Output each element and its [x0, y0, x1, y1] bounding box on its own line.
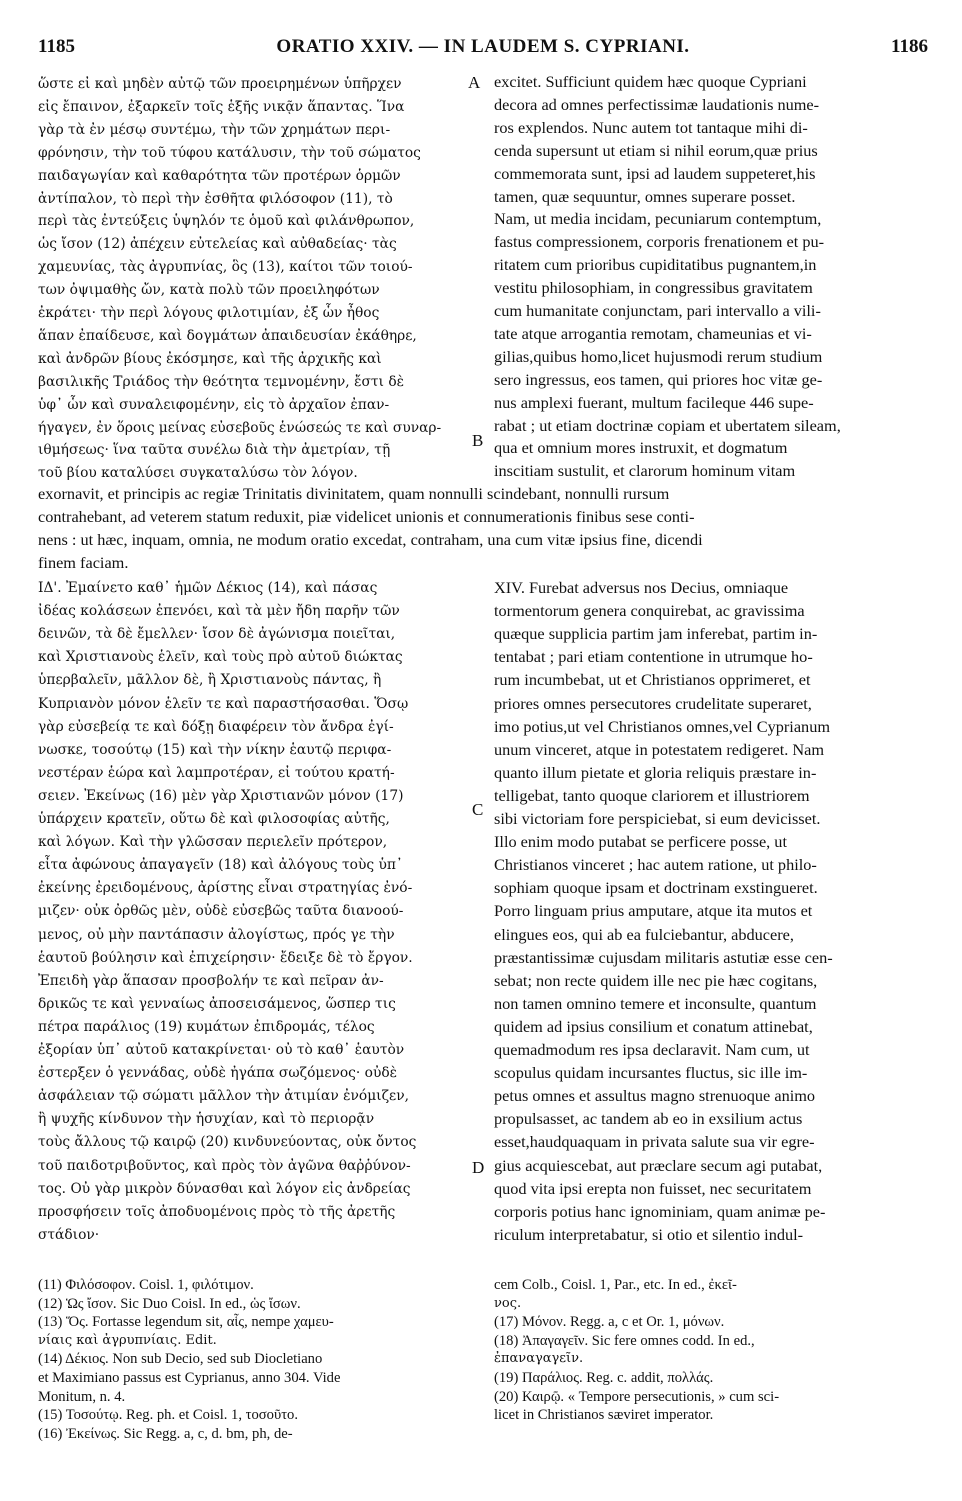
latin-text-line: nus amplexi fuerant, multum facileque 446 supe-	[494, 392, 814, 412]
latin-text-line: tamen, quæ sequuntur, omnes superare posset.	[494, 186, 796, 206]
footnote-line: νος.	[494, 1295, 522, 1311]
latin-text-line: imo potius,ut vel Christianos omnes,vel Cyprianum	[494, 716, 831, 736]
latin-text-line: sero ingressus, eos tamen, qui priores hoc vitæ ge-	[494, 369, 823, 389]
latin-text-line: exornavit, et principis ac regiæ Trinitatis divinitatem, quam nonnulli scindebant, nonnulli rursum	[38, 484, 670, 503]
latin-text-line: rum incumbebat, ut et Christianos opprimeret, et	[494, 670, 811, 690]
margin-letter-b: B	[472, 431, 484, 450]
latin-text-line: præstantissimæ cujusdam militaris astutiæ esse cen-	[494, 947, 833, 967]
latin-text-line: non tamen omnino temere et inconsulte, quantum	[494, 993, 817, 1013]
latin-text-line: esset,haudquaquam in privata salute sua vir egre-	[494, 1132, 815, 1152]
greek-text-line: ἐκείνης ἐρειδομένους, ἀρίστης εἶναι στρατηγίας ἐνό-	[38, 880, 413, 897]
latin-text-line: Christianos vinceret ; hac autem ratione, ut philo-	[494, 855, 817, 875]
latin-text-line: finem faciam.	[38, 553, 129, 572]
greek-text-line: παιδαγωγίαν καὶ καθαρότητα τῶν προτέρων ὁρμῶν	[38, 167, 401, 184]
page-number-right: 1186	[891, 36, 928, 57]
greek-text-line: ἀσφάλειαν τῷ σώματι μᾶλλον τὴν ἀτιμίαν ἐνόμιζεν,	[38, 1088, 409, 1105]
margin-letter-a: A	[468, 73, 481, 92]
greek-text-line: νωσκε, τοσούτῳ (15) καὶ τὴν νίκην ἑαυτῷ περιφα-	[38, 741, 392, 758]
greek-text-line: γὰρ εὐσεβείᾳ τε καὶ δόξῃ διαφέρειν τὸν ἄνδρα ἐγί-	[38, 718, 394, 735]
greek-text-line: ἐκράτει· τὴν περὶ λόγους φιλοτιμίαν, ἐξ ὧν ἦθος	[38, 305, 380, 321]
greek-text-line: βασιλικῆς Τριάδος τὴν θεότητα τεμνομένην, ἔστι δὲ	[38, 373, 405, 390]
footnote-line: licet in Christianos sæviret imperator.	[494, 1407, 714, 1424]
greek-text-line: ἑαυτοῦ βούλησιν καὶ ἐπιχείρησιν· ἔδειξε δὲ τὸ ἔργον.	[38, 949, 413, 966]
latin-text-line: nens : ut hæc, inquam, omnia, ne modum oratio excedat, contraham, una cum vitæ ipsius fine, dicendi	[38, 530, 703, 549]
latin-text-line: tentabat ; pari etiam contentione in utrumque ho-	[494, 647, 813, 667]
greek-text-line: εἰς ἔπαινον, ἐξαρκεῖν τοῖς ἑξῆς νικᾷν ἅπαντας. Ἵνα	[38, 98, 405, 115]
greek-text-line: ήγαγεν, ἐν ὅροις μείνας εὐσεβοῦς ἑνώσεώς τε καὶ συναρ-	[38, 419, 442, 436]
greek-text-line: ὑπάρχειν κρατεῖν, οὕτω δὲ καὶ φιλοσοφίας αὐτῆς,	[38, 811, 390, 827]
latin-text-line: cenda supersunt ut etiam si nihil eorum,quæ prius	[494, 140, 818, 160]
greek-text-line: μιζεν· οὐκ ὀρθῶς μὲν, οὐδὲ εὐσεβῶς ταῦτα διανοού-	[38, 903, 404, 920]
latin-text-line: inscitiam sustulit, et clarorum hominum vitam	[494, 461, 796, 481]
greek-text-line: σειεν. Ἐκείνως (16) μὲν γὰρ Χριστιανῶν μόνον (17)	[38, 787, 404, 804]
latin-text-line: rabat ; ut etiam doctrinæ copiam et ubertatem sileam,	[494, 415, 841, 435]
greek-text-line: νεστέραν ἑώρα καὶ λαμπροτέραν, εἰ τούτου κρατή-	[38, 764, 395, 781]
greek-text-line: δεινῶν, τὰ δὲ ἔμελλεν· ἴσον δὲ ἀγώνισμα ποιεῖται,	[38, 626, 396, 643]
footnote-line: (17) Μόνον. Regg. a, c et Or. 1, μόνων.	[494, 1314, 725, 1331]
latin-text-line: ros explendos. Nunc autem tot tantaque mihi di-	[494, 117, 808, 137]
latin-text-line: fastus compressionem, corporis frenationem et pu-	[494, 232, 825, 252]
latin-text-line: petus omnes et assultus magno strenuoque animo	[494, 1086, 816, 1106]
latin-text-line: Illo enim modo putabat se perficere posse, ut	[494, 832, 787, 852]
greek-text-line: ὑπερβαλεῖν, μᾶλλον δὲ, ἢ Χριστιανοὺς πάντας, ἢ	[38, 672, 382, 689]
latin-text-line: cum humanitate conjunctam, pari intervallo a vili-	[494, 301, 821, 320]
latin-text-line: quidem ad ipsius consilium et conatum attinebat,	[494, 1016, 813, 1036]
greek-text-line: μενος, οὐ μὴν παντάπασιν ἀλογίστως, πρός γε τὴν	[38, 926, 395, 943]
latin-text-line: tormentorum genera conquirebat, ac gravissima	[494, 601, 805, 621]
footnote-line: cem Colb., Coisl. 1, Par., etc. In ed., ἐκεῖ-	[494, 1277, 737, 1293]
latin-text-line: sebat; non recte quidem ille nec pie hæc cogitans,	[494, 970, 818, 990]
latin-text-line: excitet. Sufficiunt quidem hæc quoque Cypriani	[494, 72, 807, 91]
greek-text-line: ΙΔ'. Ἐμαίνετο καθ᾽ ἡμῶν Δέκιος (14), καὶ πάσας	[38, 580, 378, 596]
latin-text-line: Porro linguam prius amputare, atque ita mutos et	[494, 901, 813, 921]
footnote-line: Monitum, n. 4.	[38, 1388, 126, 1405]
greek-text-line: ἐστερξεν ὁ γεννάδας, οὐδὲ ἠγάπα σωζόμενος· οὐδὲ	[38, 1065, 398, 1082]
greek-text-line: ἀντίπαλον, τὸ περὶ τὴν ἐσθῆτα φιλόσοφον (11), τὸ	[38, 190, 393, 207]
greek-text-line: καὶ Χριστιανοὺς ἑλεῖν, καὶ τοὺς πρὸ αὐτοῦ διώκτας	[38, 649, 403, 666]
latin-text-line: elingues eos, qui ab ea fulciebantur, abducere,	[494, 924, 794, 944]
latin-text-line: quanto illum pietate et gloria reliquis præstare in-	[494, 762, 817, 782]
greek-text-line: τοῦ βίου καταλύσει συγκαταλύσω τὸν λόγον.	[38, 465, 358, 482]
greek-text-line: καὶ λόγων. Καὶ τὴν γλῶσσαν περιελεῖν πρότερον,	[38, 834, 388, 851]
footnote-line: νίαις καὶ ἀγρυπνίαις. Edit.	[38, 1332, 217, 1348]
greek-text-line: γὰρ τὰ ἐν μέσῳ συντέμω, τὴν τῶν χρημάτων περι-	[38, 121, 391, 138]
latin-text-line: priores omnes persecutores crudelitate superaret,	[494, 693, 812, 713]
greek-text-line: των ὀψιμαθὴς ὤν, κατὰ πολὺ τῶν προειληφότων	[38, 282, 380, 299]
greek-text-line: ἢ ψυχῆς κίνδυνον τὴν ἡσυχίαν, καὶ τὸ περιορᾷν	[38, 1111, 375, 1128]
latin-text-line: sophiam quoque ipsam et doctrinam exstingueret.	[494, 878, 818, 898]
latin-text-line: quemadmodum res ipsa declaravit. Nam cum, ut	[494, 1040, 810, 1059]
latin-text-line: quod vita ipsi erepta non fuisset, nec securitatem	[494, 1178, 812, 1198]
greek-text-line: εἶτα ἀφώνους ἀπαγαγεῖν (18) καὶ ἀλόγους τοὺς ὑπ᾽	[38, 857, 403, 874]
latin-text-line: gilias,quibus homo,licet hujusmodi rerum studium	[494, 346, 823, 366]
latin-text-line: telligebat, tanto quoque clariorem et illustriorem	[494, 785, 810, 805]
latin-text-line: Nam, ut media incidam, pecuniarum contemptum,	[494, 209, 822, 229]
running-title: ORATIO XXIV. — IN LAUDEM S. CYPRIANI.	[276, 36, 690, 57]
latin-text-line: tate atque arrogantia remotam, chameunias et vi-	[494, 323, 812, 343]
footnote-line: (20) Καιρῷ. « Tempore persecutionis, » cum sci-	[494, 1388, 780, 1405]
footnote-line: (13) Ὅς. Fortasse legendum sit, αἷς, nempe χαμευ-	[38, 1314, 334, 1331]
greek-text-line: ἰδέας κολάσεων ἐπενόει, καὶ τὰ μὲν ἤδη παρῆν τῶν	[38, 603, 400, 620]
latin-text-line: vestitu philosophiam, in congressibus gravitatem	[494, 278, 813, 298]
greek-text-line: τοὺς ἄλλους τῷ καιρῷ (20) κινδυνεύοντας, οὐκ ὄντος	[38, 1134, 417, 1151]
footnote-line: (18) Ἀπαγαγεῖν. Sic fere omnes codd. In ed.,	[494, 1332, 755, 1349]
latin-text-line: decora ad omnes perfectissimæ laudationis nume-	[494, 94, 820, 114]
greek-text-line: πέτρα παράλιος (19) κυμάτων ἐπιδρομάς, τέλος	[38, 1018, 375, 1035]
greek-text-line: ὡς ἴσον (12) ἀπέχειν εὐτελείας καὶ αὐθαδείας· τὰς	[38, 236, 397, 253]
latin-text-line: quæque supplicia partim jam inferebat, partim in-	[494, 624, 818, 644]
latin-text-line: contrahebant, ad veterem statum reduxit, piæ videlicet unionis et connumerationis finibus sese conti-	[38, 507, 695, 526]
greek-text-line: ἅπαν ἐπαίδευσε, καὶ δογμάτων ἀπαιδευσίαν ἐκάθηρε,	[38, 327, 417, 344]
greek-text-line: τοῦ παιδοτριβοῦντος, καὶ πρὸς τὸν ἀγῶνα θαῤῥύνον-	[38, 1157, 411, 1174]
greek-text-line: ὑφ᾽ ὧν καὶ συναλειφομένην, εἰς τὸ ἀρχαῖον ἐπαν-	[38, 396, 390, 413]
greek-text-line: τος. Οὐ γὰρ μικρὸν δύνασθαι καὶ λόγον εἰς ἀνδρείας	[38, 1180, 411, 1197]
greek-text-line: φρόνησιν, τὴν τοῦ τύφου κατάλυσιν, τὴν τοῦ σώματος	[38, 144, 421, 161]
footnote-line: (12) Ὡς ἴσον. Sic Duo Coisl. In ed., ὡς ἴσων.	[38, 1295, 301, 1312]
latin-text-line: sibi victoriam fore perspiciebat, si eum devicisset.	[494, 809, 821, 828]
greek-text-line: ὥστε εἰ καὶ μηδὲν αὐτῷ τῶν προειρημένων ὑπῆρχεν	[38, 76, 402, 92]
footnote-line: (19) Παράλιος. Reg. c. addit, πολλάς.	[494, 1370, 714, 1386]
footnote-line: ἐπαναγαγεῖν.	[494, 1351, 584, 1367]
latin-text-line: gius acquiescebat, aut præclare secum agi putabat,	[494, 1155, 823, 1175]
footnote-line: (15) Τοσούτῳ. Reg. ph. et Coisl. 1, τοσοῦτο.	[38, 1407, 299, 1424]
latin-text-line: XIV. Furebat adversus nos Decius, omniaque	[494, 578, 789, 597]
greek-text-line: ιθμήσεως· ἵνα ταῦτα συνέλω διὰ τὴν ἀμετρίαν, τῇ	[38, 442, 391, 459]
greek-text-line: περὶ τὰς ἐντεύξεις ὑψηλόν τε ὁμοῦ καὶ φιλάνθρωπον,	[38, 213, 415, 230]
greek-text-line: δρικῶς τε καὶ γενναίως ἀποσεισάμενος, ὥσπερ τις	[38, 995, 396, 1012]
latin-text-line: scopulus quidam incursantes fluctus, sic ille im-	[494, 1063, 808, 1083]
page-number-left: 1185	[38, 36, 75, 57]
latin-text-line: corporis potius hanc ignominiam, quam animæ pe-	[494, 1201, 826, 1221]
footnote-line: (16) Ἐκείνως. Sic Regg. a, c, d. bm, ph, de-	[38, 1425, 293, 1442]
latin-text-line: propulsasset, ac tandem ab eo in exsilium actus	[494, 1109, 803, 1129]
footnote-line: et Maximiano passus est Cyprianus, anno 304. Vide	[38, 1370, 341, 1386]
greek-text-line: στάδιον·	[38, 1226, 100, 1243]
greek-text-line: Ἐπειδὴ γὰρ ἅπασαν προσβολήν τε καὶ πεῖραν ἀν-	[38, 972, 384, 989]
greek-text-line: καὶ ἀνδρῶν βίους ἐκόσμησε, καὶ τῆς ἀρχικῆς καὶ	[38, 350, 382, 367]
margin-letter-c: C	[472, 800, 484, 819]
footnote-line: (14) Δέκιος. Non sub Decio, sed sub Diocletiano	[38, 1351, 323, 1368]
latin-text-line: riculum interpretabatur, si otio et silentio indul-	[494, 1224, 804, 1244]
greek-text-line: προσφήσειν τοῖς ἀποδυομένοις πρὸς τὸ τῆς ἀρετῆς	[38, 1203, 396, 1220]
running-header	[38, 36, 928, 60]
latin-text-line: qua et omnium mores instruxit, et dogmatum	[494, 438, 788, 458]
latin-text-line: ritatem cum prioribus cupiditatibus pugnantem,in	[494, 255, 817, 275]
margin-letter-d: D	[472, 1158, 485, 1177]
greek-text-line: Κυπριανὸν μόνον ἑλεῖν τε καὶ παραστήσασθαι. Ὅσῳ	[38, 695, 409, 712]
latin-text-line: commemorata sunt, ipsi ad laudem suppeteret,his	[494, 163, 816, 183]
greek-text-line: χαμευνίας, τὰς ἀγρυπνίας, ὃς (13), καίτοι τῶν τοιού-	[38, 259, 413, 276]
latin-text-line: unum vinceret, atque in potestatem redigeret. Nam	[494, 739, 825, 759]
greek-text-line: ἐξορίαν ὑπ᾽ αὐτοῦ κατακρίνεται· οὐ τὸ καθ᾽ ἑαυτὸν	[38, 1042, 405, 1058]
footnote-line: (11) Φιλόσοφον. Coisl. 1, φιλότιμον.	[38, 1277, 254, 1293]
